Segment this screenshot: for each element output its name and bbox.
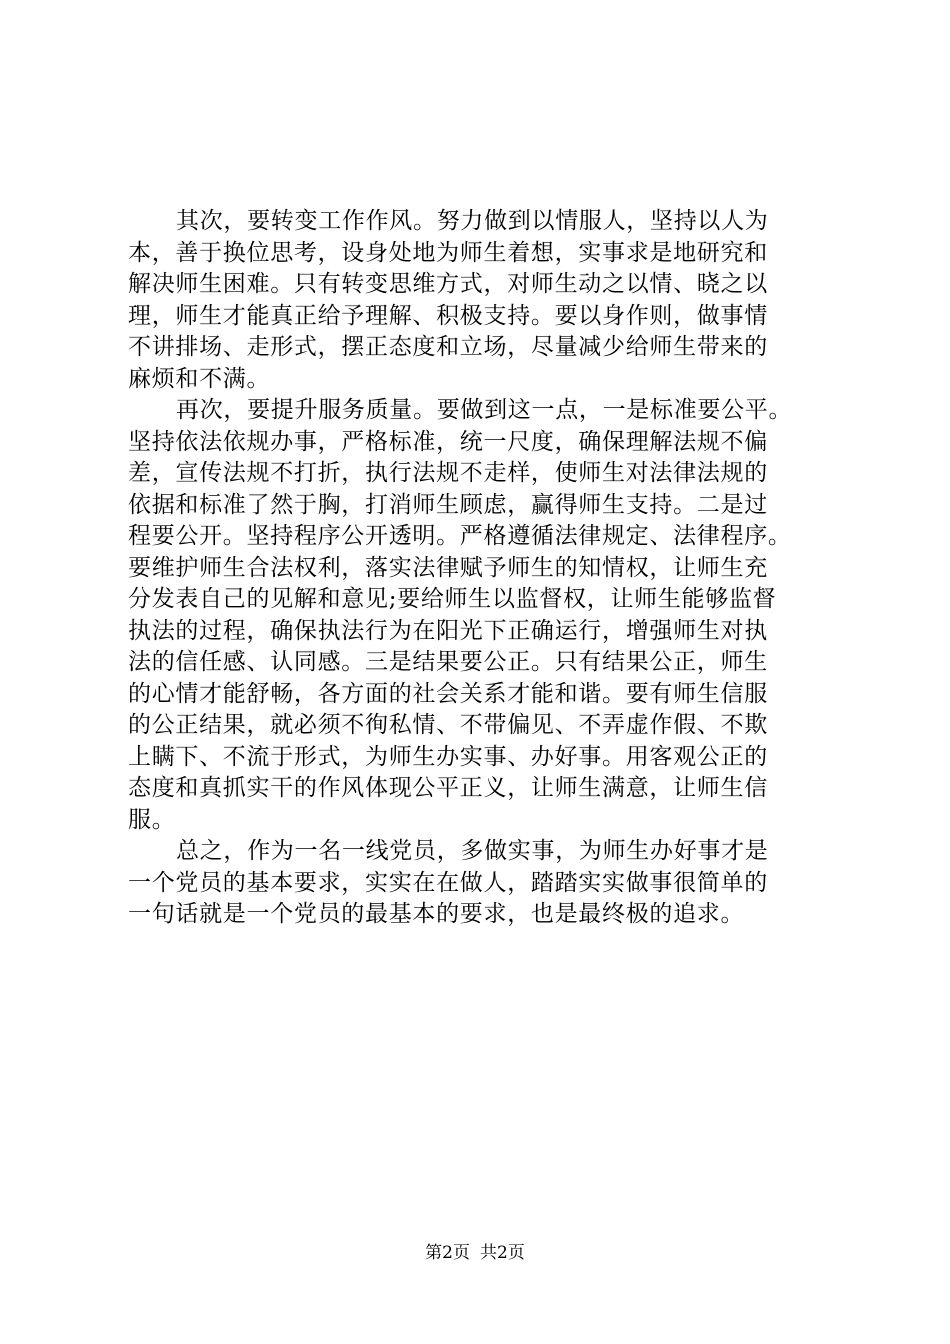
text-line: 服。 — [128, 806, 176, 833]
paragraph-work-style — [128, 206, 828, 395]
text-line: 的心情才能舒畅，各方面的社会关系才能和谐。要有师生信服 — [128, 680, 768, 707]
text-line: 不讲排场、走形式，摆正态度和立场，尽量减少给师生带来的 — [128, 334, 768, 360]
text-line: 总之，作为一名一线党员，多做实事，为师生办好事才是 — [176, 838, 769, 864]
document-body — [128, 206, 828, 931]
page-total: 共2页 — [480, 1243, 525, 1263]
paragraph-conclusion — [128, 836, 828, 931]
text-line: 差，宣传法规不打折，执行法规不走样，使师生对法律法规的 — [128, 460, 768, 486]
text-line: 坚持依法依规办事，严格标准，统一尺度，确保理解法规不偏 — [128, 428, 768, 455]
text-line: 的公正结果，就必须不徇私情、不带偏见、不弄虚作假、不欺 — [128, 712, 768, 738]
text-line: 一句话就是一个党员的最基本的要求，也是最终极的追求。 — [128, 901, 745, 927]
text-line: 麻烦和不满。 — [128, 365, 271, 392]
text-line: 要维护师生合法权利，落实法律赋予师生的知情权，让师生充 — [128, 554, 768, 581]
paragraph-service-quality — [128, 395, 828, 836]
text-line: 程要公开。坚持程序公开透明。严格遵循法律规定、法律程序。 — [128, 523, 792, 549]
text-line: 态度和真抓实干的作风体现公平正义，让师生满意，让师生信 — [128, 775, 768, 801]
text-line: 本，善于换位思考，设身处地为师生着想，实事求是地研究和 — [128, 239, 768, 266]
text-line: 理，师生才能真正给予理解、积极支持。要以身作则，做事情 — [128, 302, 768, 329]
page-number: 第2页 — [425, 1243, 470, 1263]
text-line: 上瞒下、不流于形式，为师生办实事、办好事。用客观公正的 — [128, 743, 768, 770]
page-footer — [0, 1242, 950, 1264]
text-line: 解决师生困难。只有转变思维方式，对师生动之以情、晓之以 — [128, 271, 768, 297]
text-line: 依据和标准了然于胸，打消师生顾虑，赢得师生支持。二是过 — [128, 491, 768, 518]
text-line: 一个党员的基本要求，实实在在做人，踏踏实实做事很简单的 — [128, 869, 768, 896]
text-line: 法的信任感、认同感。三是结果要公正。只有结果公正，师生 — [128, 649, 768, 675]
text-line: 再次，要提升服务质量。要做到这一点，一是标准要公平。 — [176, 397, 793, 423]
text-line: 分发表自己的见解和意见;要给师生以监督权，让师生能够监督 — [128, 586, 777, 612]
text-line: 其次，要转变工作作风。努力做到以情服人，坚持以人为 — [176, 208, 769, 234]
text-line: 执法的过程，确保执法行为在阳光下正确运行，增强师生对执 — [128, 617, 768, 644]
